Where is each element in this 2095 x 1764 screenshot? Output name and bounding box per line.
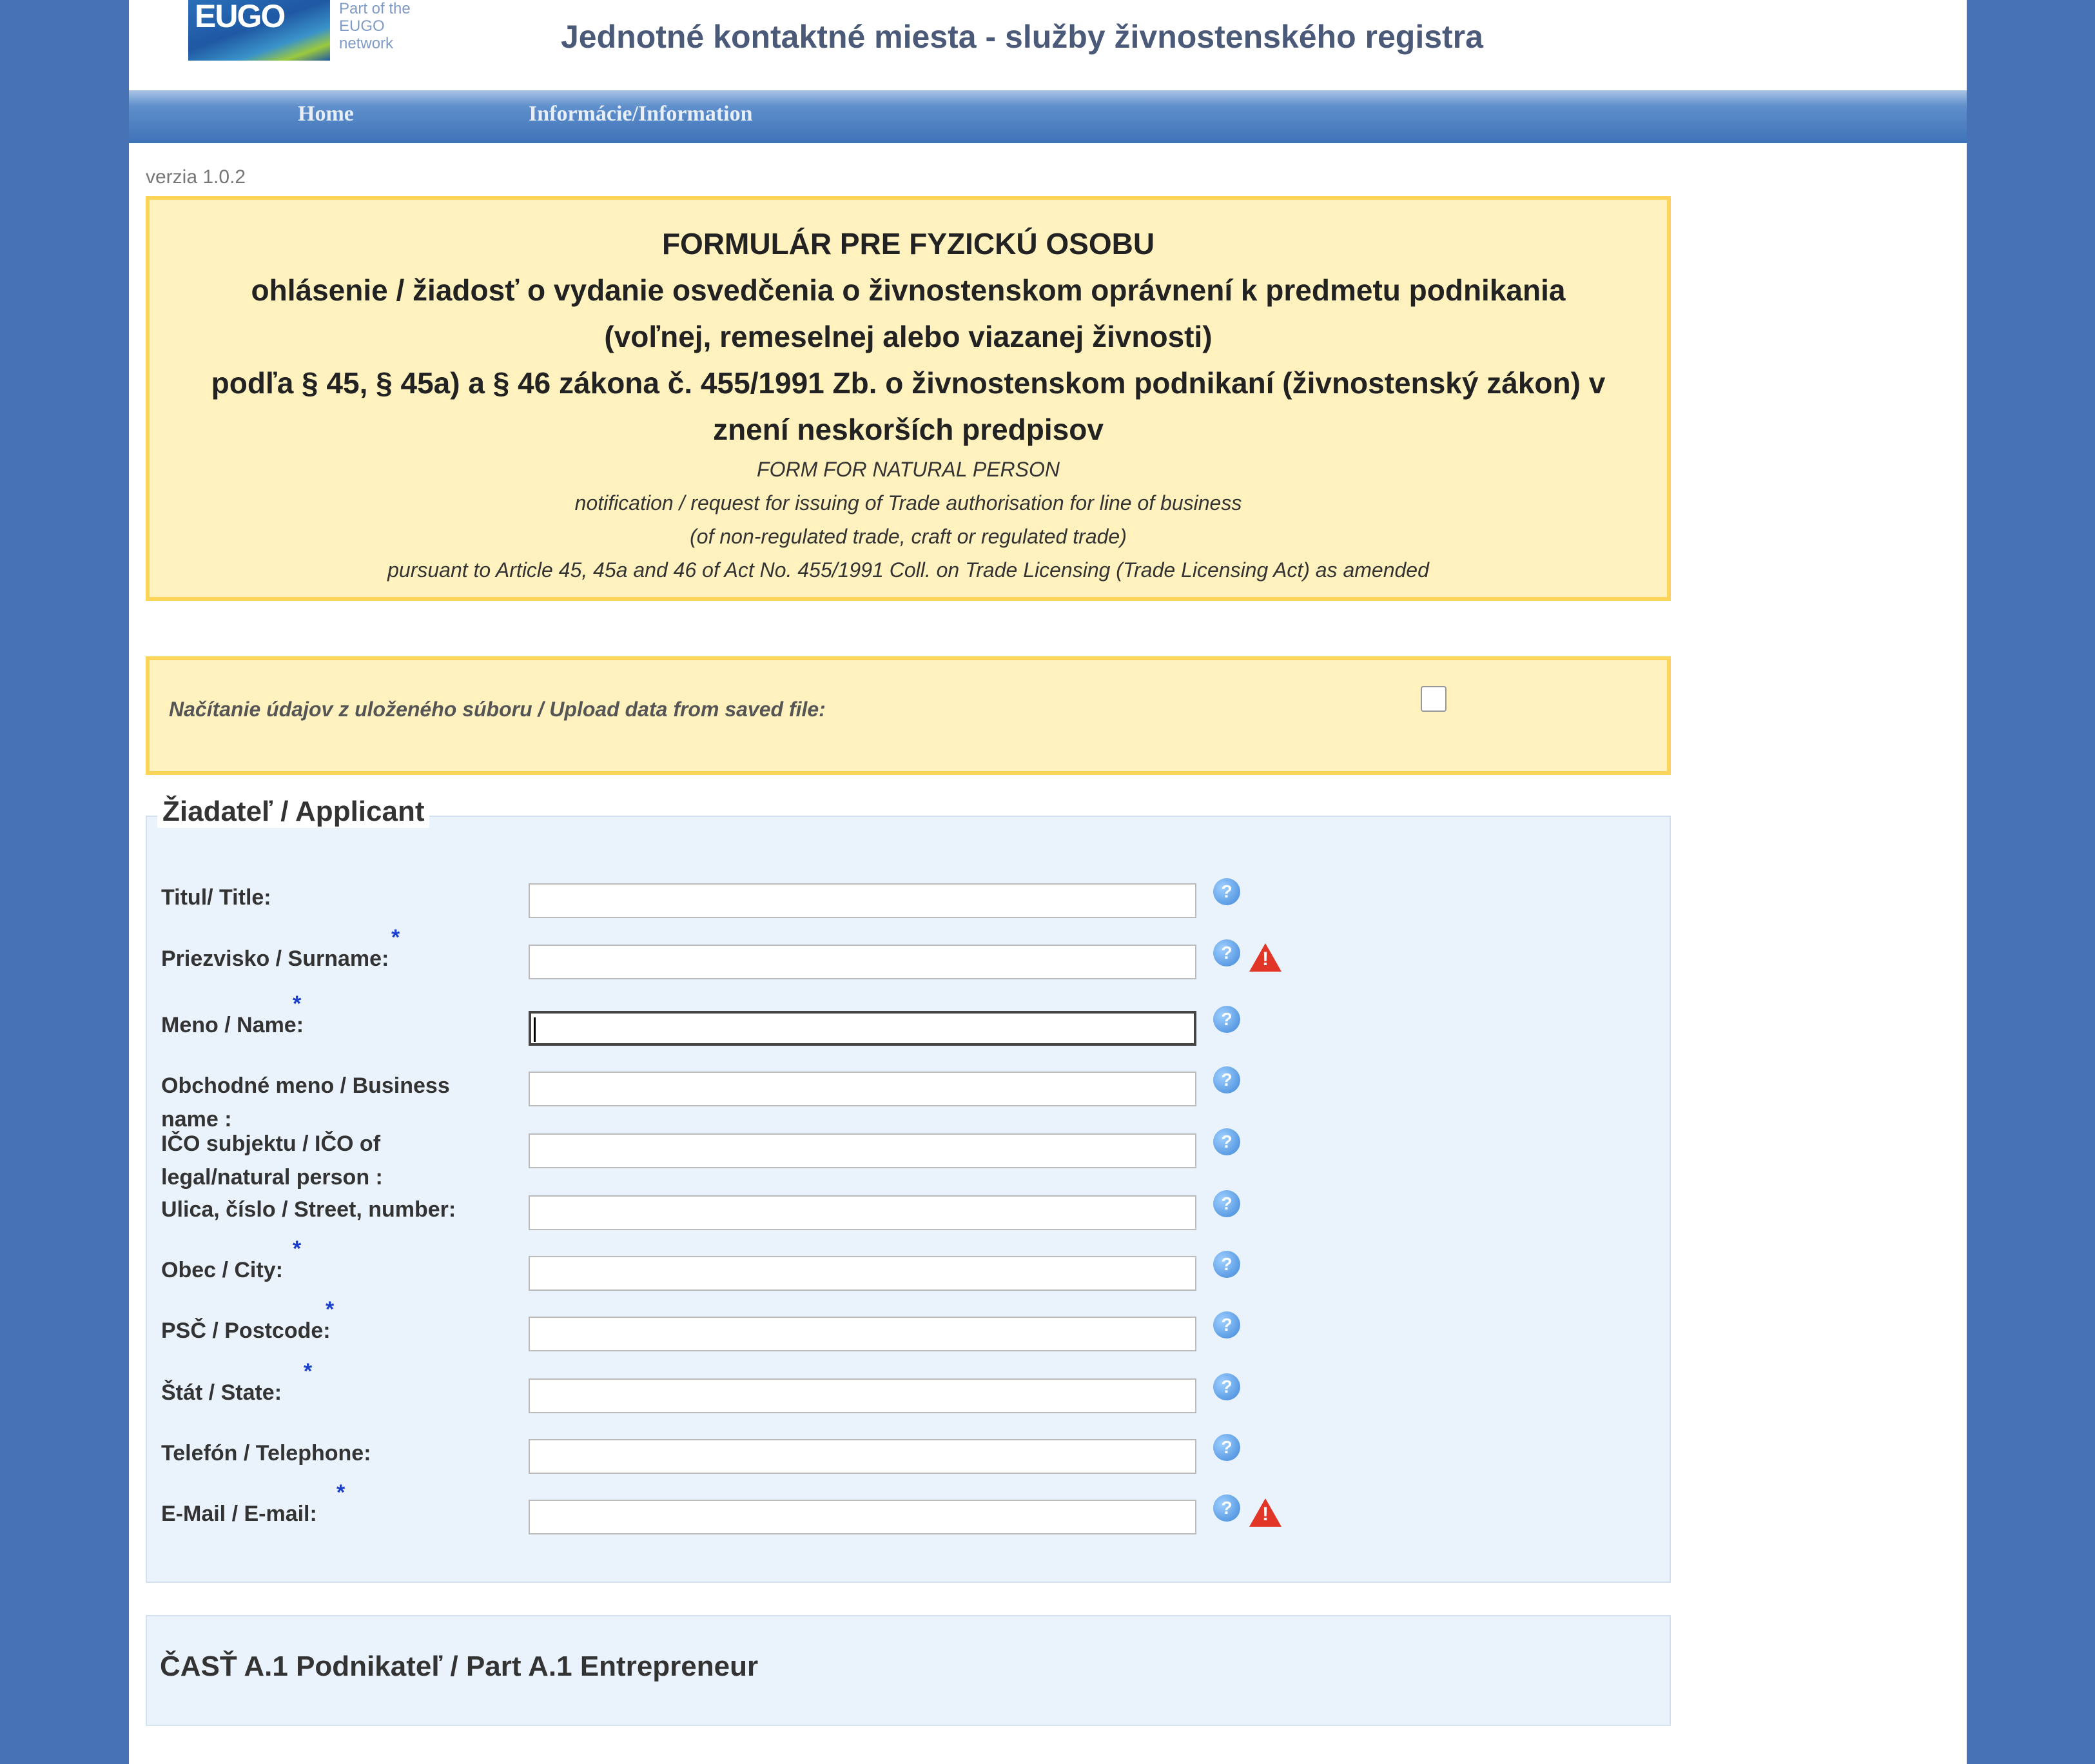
nav-home-link[interactable]: Home bbox=[298, 102, 354, 126]
upload-checkbox[interactable] bbox=[1421, 686, 1447, 712]
form-heading: FORMULÁR PRE FYZICKÚ OSOBU bbox=[661, 227, 1155, 260]
upload-box bbox=[146, 656, 1671, 775]
applicant-section-title: Žiadateľ / Applicant bbox=[157, 796, 429, 828]
form-subtitle-3: podľa § 45, § 45a) a § 46 zákona č. 455/1991 Zb. o živnostenskom podnikaní (živnostenský zákon) v bbox=[211, 366, 1606, 400]
field-label: Obec / City: bbox=[161, 1258, 283, 1282]
field-input[interactable] bbox=[529, 1195, 1196, 1230]
field-input[interactable] bbox=[529, 1133, 1196, 1168]
help-icon[interactable]: ? bbox=[1213, 1006, 1240, 1033]
field-input[interactable] bbox=[529, 1256, 1196, 1291]
field-label: Meno / Name: bbox=[161, 1013, 304, 1037]
form-subtitle-en-1: notification / request for issuing of Trade authorisation for line of business bbox=[574, 491, 1242, 514]
logo-text: EUGO bbox=[195, 0, 285, 34]
warning-icon bbox=[1249, 1498, 1281, 1527]
help-icon[interactable]: ? bbox=[1213, 1434, 1240, 1461]
help-icon[interactable]: ? bbox=[1213, 1494, 1240, 1522]
required-asterisk: * bbox=[391, 925, 400, 950]
header bbox=[129, 0, 1967, 90]
required-asterisk: * bbox=[304, 1359, 313, 1384]
nav-bar bbox=[129, 90, 1967, 143]
help-icon[interactable]: ? bbox=[1213, 1066, 1240, 1093]
warning-mark: ! bbox=[1262, 1504, 1269, 1525]
site-title: Jednotné kontaktné miesta - služby živnostenského registra bbox=[561, 19, 1483, 55]
field-label: PSČ / Postcode: bbox=[161, 1318, 331, 1343]
field-input[interactable] bbox=[529, 1072, 1196, 1106]
field-label: Ulica, číslo / Street, number: bbox=[161, 1197, 456, 1222]
field-label: Telefón / Telephone: bbox=[161, 1441, 371, 1465]
upload-label: Načítanie údajov z uloženého súboru / Upload data from saved file: bbox=[169, 698, 826, 721]
help-icon[interactable]: ? bbox=[1213, 1128, 1240, 1155]
version-label: verzia 1.0.2 bbox=[146, 166, 246, 188]
form-subtitle-en-3: pursuant to Article 45, 45a and 46 of Act No. 455/1991 Coll. on Trade Licensing (Trade Licensing Act) as amended bbox=[387, 558, 1429, 582]
field-input[interactable] bbox=[529, 1500, 1196, 1534]
field-label: Titul/ Title: bbox=[161, 885, 271, 910]
form-subtitle-en-2: (of non-regulated trade, craft or regulated trade) bbox=[690, 525, 1127, 548]
required-asterisk: * bbox=[326, 1297, 335, 1322]
help-icon[interactable]: ? bbox=[1213, 939, 1240, 966]
eugo-logo[interactable] bbox=[188, 0, 330, 61]
text-caret bbox=[534, 1017, 536, 1042]
help-icon[interactable]: ? bbox=[1213, 1190, 1240, 1217]
form-heading-en: FORM FOR NATURAL PERSON bbox=[757, 458, 1060, 481]
help-icon[interactable]: ? bbox=[1213, 1373, 1240, 1400]
required-asterisk: * bbox=[293, 992, 302, 1016]
field-input[interactable] bbox=[529, 1439, 1196, 1474]
field-input[interactable] bbox=[529, 883, 1196, 918]
field-label: Obchodné meno / Business name : bbox=[161, 1073, 450, 1132]
form-title-box bbox=[146, 196, 1671, 601]
warning-mark: ! bbox=[1262, 948, 1269, 970]
help-icon[interactable]: ? bbox=[1213, 878, 1240, 905]
warning-icon bbox=[1249, 943, 1281, 972]
field-input[interactable] bbox=[529, 945, 1196, 979]
form-subtitle-1: ohlásenie / žiadosť o vydanie osvedčenia o živnostenskom oprávnení k predmetu podnikania bbox=[251, 273, 1566, 307]
form-subtitle-2: (voľnej, remeselnej alebo viazanej živnosti) bbox=[604, 320, 1213, 353]
field-input[interactable] bbox=[529, 1378, 1196, 1413]
required-asterisk: * bbox=[293, 1237, 302, 1261]
part-a1-title: ČASŤ A.1 Podnikateľ / Part A.1 Entrepreneur bbox=[160, 1651, 759, 1682]
field-label: Priezvisko / Surname: bbox=[161, 946, 389, 971]
help-icon[interactable]: ? bbox=[1213, 1311, 1240, 1338]
logo-subtext: Part of the EUGO network bbox=[339, 0, 411, 52]
field-label: IČO subjektu / IČO of legal/natural person : bbox=[161, 1132, 383, 1190]
field-input[interactable] bbox=[529, 1317, 1196, 1351]
field-label: Štát / State: bbox=[161, 1380, 282, 1405]
field-input[interactable] bbox=[529, 1011, 1196, 1046]
required-asterisk: * bbox=[336, 1480, 346, 1505]
form-subtitle-4: znení neskorších predpisov bbox=[713, 413, 1104, 446]
field-label: E-Mail / E-mail: bbox=[161, 1502, 317, 1526]
nav-info-link[interactable]: Informácie/Information bbox=[529, 102, 753, 126]
help-icon[interactable]: ? bbox=[1213, 1251, 1240, 1278]
